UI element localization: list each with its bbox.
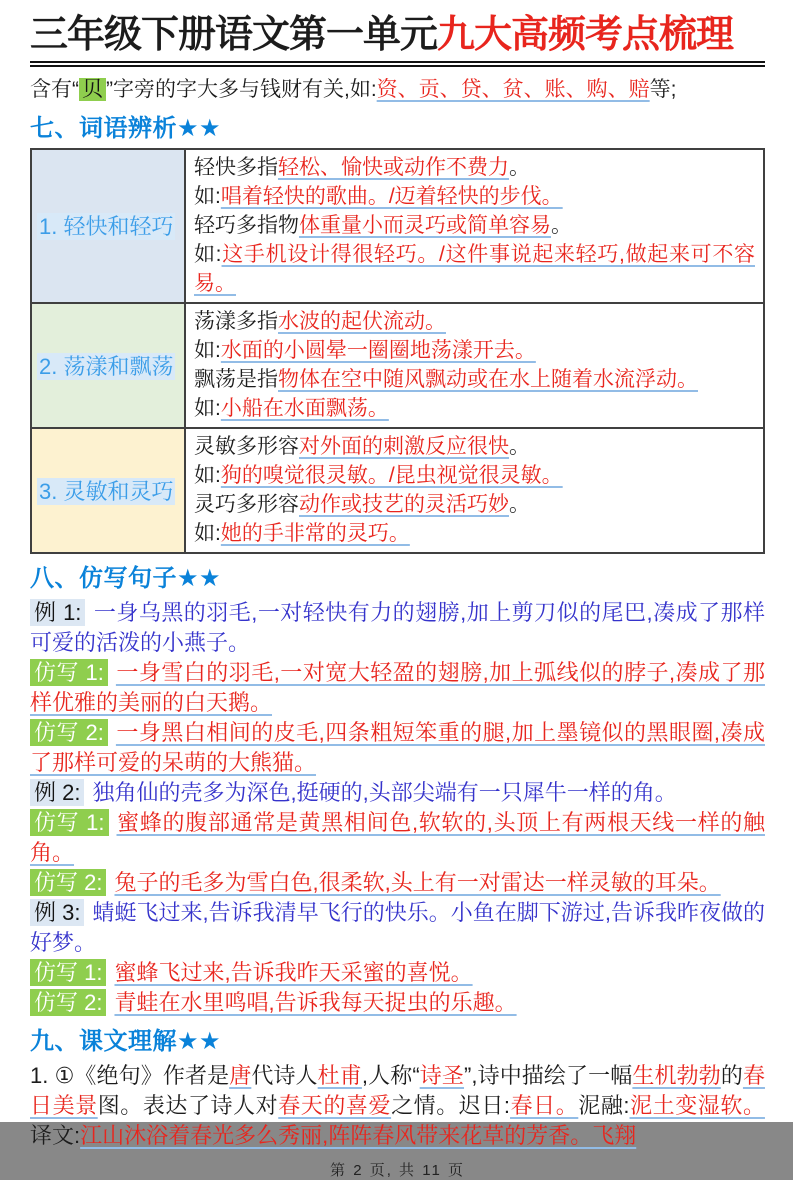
text-segment: 1. ①《绝句》作者是 <box>30 1062 230 1088</box>
text-segment: 春日美景 <box>30 1062 765 1118</box>
sentence-item <box>30 598 765 658</box>
table-row <box>31 303 764 428</box>
text-segment: 体重量小而灵巧或简单容易 <box>299 213 551 237</box>
text-segment: 代诗人 <box>251 1062 318 1088</box>
text-segment: 。 <box>509 434 530 458</box>
definition-line <box>194 153 755 182</box>
text-segment: 唱着轻快的歌曲。/迈着轻快的步伐。 <box>220 184 563 208</box>
text-segment: 等; <box>649 77 677 101</box>
intro-line <box>30 75 765 105</box>
text-segment: 狗的嗅觉很灵敏。/昆虫视觉很灵敏。 <box>220 463 563 487</box>
word-pair-label: 2. 荡漾和飘荡 <box>39 353 174 379</box>
definition-line <box>194 307 755 336</box>
page-title <box>30 12 765 67</box>
text-segment: 对外面的刺激反应很快 <box>299 434 509 458</box>
text-segment: 仿写 1: <box>30 659 108 686</box>
definition-line <box>194 519 755 548</box>
text-segment: 水面的小圆晕一圈圈地荡漾开去。 <box>220 338 536 362</box>
text-segment: 泥土变湿软。 <box>629 1092 765 1118</box>
text-segment: 仿写 2: <box>30 719 108 746</box>
text-segment: 轻快多指 <box>194 155 278 179</box>
text-segment: 兔子的毛多为雪白色,很柔软,头上有一对雷达一样灵敏的耳朵。 <box>114 869 721 895</box>
comprehension-item <box>30 1061 765 1151</box>
text-segment: 春天的喜爱 <box>278 1092 392 1118</box>
text-segment: 小船在水面飘荡。 <box>220 396 389 420</box>
text-segment: 水波的起伏流动。 <box>278 309 446 333</box>
table-row <box>31 428 764 553</box>
text-segment: 贝 <box>79 78 106 101</box>
text-segment: 荡漾多指 <box>194 309 278 333</box>
word-pair-cell <box>31 149 185 303</box>
text-segment: 仿写 2: <box>30 869 106 896</box>
text-segment: 轻巧多指物 <box>194 213 299 237</box>
sentence-item <box>30 898 765 958</box>
definition-line <box>194 211 755 240</box>
text-segment: 独角仙的壳多为深色,挺硬的,头部尖端有一只犀牛一样的角。 <box>92 779 677 805</box>
text-segment: 例 1: <box>30 599 85 626</box>
text-segment: 的 <box>720 1062 743 1088</box>
text-segment: 。 <box>509 492 530 516</box>
sentence-item <box>30 958 765 988</box>
text-segment: 杜甫 <box>317 1062 362 1088</box>
sentence-item <box>30 718 765 778</box>
text-segment: 动作或技艺的灵活巧妙 <box>299 492 509 516</box>
text-segment: 图。表达了诗人对 <box>97 1092 279 1118</box>
text-segment: 轻松、愉快或动作不费力 <box>278 155 509 179</box>
text-segment: 一身黑白相间的皮毛,四条粗短笨重的腿,加上墨镜似的黑眼圈,凑成了那样可爱的呆萌的大熊猫。 <box>30 719 765 775</box>
definition-cell <box>185 428 764 553</box>
text-segment: 青蛙在水里鸣唱,告诉我每天捉虫的乐趣。 <box>114 989 517 1015</box>
text-segment: 仿写 2: <box>30 989 106 1016</box>
text-segment: 如: <box>194 242 222 266</box>
text-segment: 如: <box>194 184 221 208</box>
definition-line <box>194 336 755 365</box>
text-segment: 生机勃勃 <box>632 1062 721 1088</box>
section-8-heading: 八、仿写句子★★ <box>30 564 222 592</box>
definition-line <box>194 432 755 461</box>
sentence-item <box>30 778 765 808</box>
definition-line <box>194 394 755 423</box>
page-number: 第 2 页, 共 11 页 <box>330 1161 465 1179</box>
text-segment: 灵巧多形容 <box>194 492 299 516</box>
definition-cell <box>185 303 764 428</box>
text-segment: ”字旁的字大多与钱财有关,如: <box>106 77 377 101</box>
text-comprehension-list <box>30 1061 765 1151</box>
word-pair-label: 3. 灵敏和灵巧 <box>39 478 174 504</box>
text-segment: 仿写 1: <box>30 809 109 836</box>
word-pair-label: 1. 轻快和轻巧 <box>39 214 174 239</box>
sentence-item <box>30 658 765 718</box>
definition-line <box>194 182 755 211</box>
text-segment: 如: <box>194 521 221 545</box>
text-segment: 仿写 1: <box>30 959 106 986</box>
sentence-item <box>30 808 765 868</box>
text-segment: 蜜蜂的腹部通常是黄黑相间色,软软的,头顶上有两根天线一样的触角。 <box>30 809 765 865</box>
definition-line <box>194 461 755 490</box>
text-segment: 资、贡、贷、贫、账、购、赔 <box>376 77 650 101</box>
word-pair-cell <box>31 428 185 553</box>
text-segment: ”,诗中描绘了一幅 <box>464 1062 633 1088</box>
text-segment: 之情。迟日: <box>391 1092 511 1118</box>
word-pair-cell <box>31 303 185 428</box>
text-segment: 这手机设计得很轻巧。/这件事说起来轻巧,做起来可不容易。 <box>194 242 755 295</box>
text-segment: 如: <box>194 338 221 362</box>
text-segment: 译文: <box>30 1122 81 1148</box>
sentence-item <box>30 988 765 1018</box>
section-9-heading: 九、课文理解★★ <box>30 1027 222 1055</box>
title-main: 三年级下册语文第一单元 <box>30 14 438 56</box>
text-segment: ,人称“ <box>361 1062 420 1088</box>
text-segment: 如: <box>194 396 221 420</box>
text-segment: 例 3: <box>30 899 84 926</box>
text-segment: 泥融: <box>578 1092 630 1118</box>
text-segment: 。 <box>509 155 530 179</box>
text-segment: 如: <box>194 463 221 487</box>
text-segment: 物体在空中随风飘动或在水上随着水流浮动。 <box>278 367 698 391</box>
section-7-heading: 七、词语辨析★★ <box>30 114 222 142</box>
text-segment: 一身乌黑的羽毛,一对轻快有力的翅膀,加上剪刀似的尾巴,凑成了那样可爱的活泼的小燕子。 <box>30 599 765 655</box>
definition-line <box>194 240 755 298</box>
text-segment: 蜜蜂飞过来,告诉我昨天采蜜的喜悦。 <box>114 959 473 985</box>
text-segment: 江山沐浴着春光多么秀丽,阵阵春风带来花草的芳香。飞翔 <box>80 1122 637 1148</box>
definition-cell <box>185 149 764 303</box>
text-segment: 含有“ <box>30 77 79 101</box>
sentence-imitation-list <box>30 598 765 1018</box>
text-segment: 唐 <box>229 1062 252 1088</box>
text-segment: 灵敏多形容 <box>194 434 299 458</box>
text-segment: 诗圣 <box>419 1062 465 1088</box>
definition-line <box>194 490 755 519</box>
sentence-item <box>30 868 765 898</box>
text-segment: 春日。 <box>510 1092 579 1118</box>
definition-line <box>194 365 755 394</box>
text-segment: 一身雪白的羽毛,一对宽大轻盈的翅膀,加上弧线似的脖子,凑成了那样优雅的美丽的白天鹅。 <box>30 659 765 715</box>
word-discrimination-table <box>30 148 765 554</box>
text-segment: 飘荡是指 <box>194 367 278 391</box>
text-segment: 例 2: <box>30 779 84 806</box>
text-segment: 蜻蜓飞过来,告诉我清早飞行的快乐。小鱼在脚下游过,告诉我昨夜做的好梦。 <box>30 899 765 955</box>
text-segment: 。 <box>551 213 572 237</box>
word-discrimination-table-body <box>31 149 764 553</box>
title-highlight: 九大高频考点梳理 <box>437 14 734 56</box>
table-row <box>31 149 764 303</box>
text-segment: 她的手非常的灵巧。 <box>220 521 410 545</box>
